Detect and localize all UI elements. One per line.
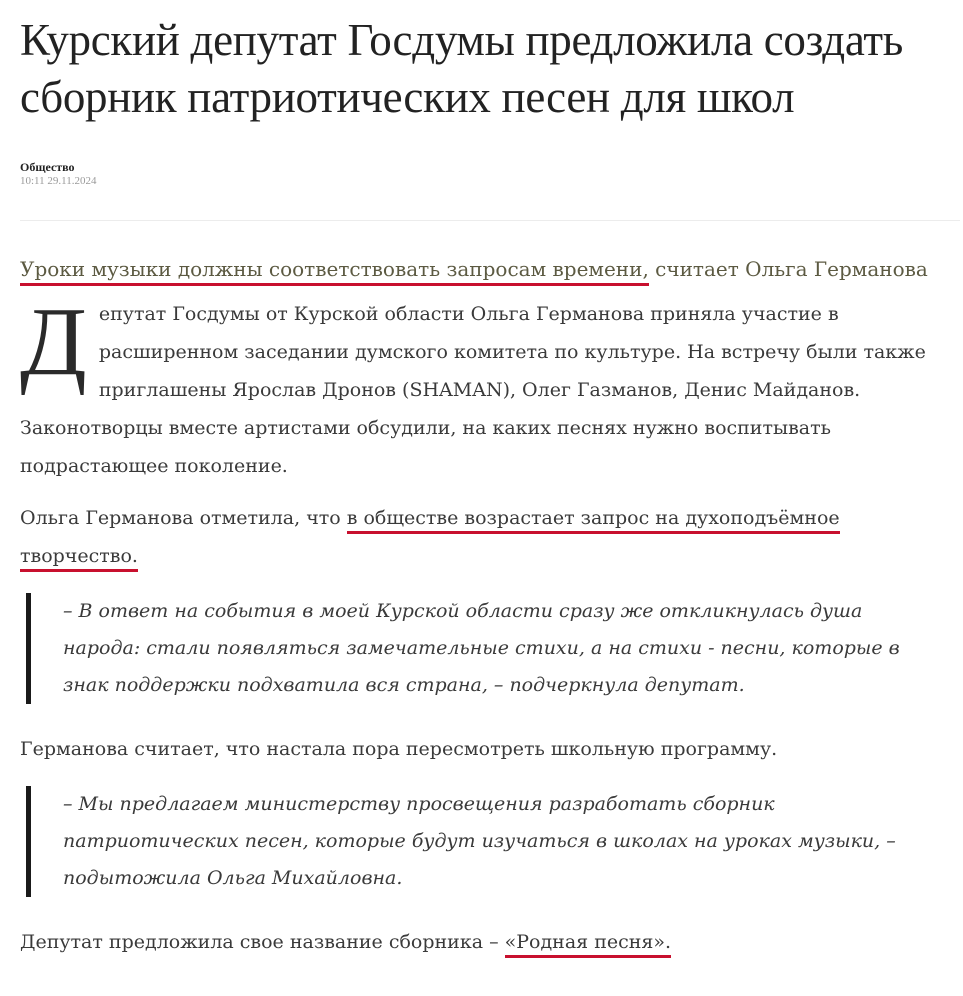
drop-cap: Д	[20, 288, 87, 396]
blockquote-2-text: – Мы предлагаем министерству просвещения разработать сборник патриотических песен, которые будут изучаться в школах на уроках музыки, – подытожила Ольга Михайловна.	[63, 793, 896, 889]
paragraph-2-highlight: в обществе возрастает запрос на духоподъёмное творчество.	[20, 507, 840, 572]
article-headline: Курский депутат Госдумы предложила создать сборник патриотических песен для школ	[20, 15, 903, 122]
article-meta	[20, 160, 960, 188]
category-link[interactable]: Общество	[20, 160, 75, 174]
paragraph-1-text: епутат Госдумы от Курской области Ольга Германова приняла участие в расширенном заседании думского комитета по культуре. На встречу были также приглашены Ярослав Дронов (SHAMAN), Олег Газманов, Денис Майданов. Законотворцы вместе артистами обсудили, на каких песнях нужно воспитывать подрастающее поколение.	[20, 303, 926, 477]
paragraph-4	[20, 923, 960, 961]
paragraph-3: Германова считает, что настала пора пересмотреть школьную программу.	[20, 738, 778, 760]
blockquote-1-text: – В ответ на события в моей Курской области сразу же откликнулась душа народа: стали появляться замечательные стихи, а на стихи - песни, которые в знак поддержки подхватила вся страна, – подчеркнула депутат.	[63, 600, 900, 696]
lead-highlight: Уроки музыки должны соответствовать запросам времени,	[20, 257, 649, 286]
collection-name-link[interactable]: «Родная песня».	[505, 931, 671, 958]
paragraph-4-start: Депутат предложила свое название сборника	[20, 931, 484, 953]
paragraph-2-start: Ольга Германова отметила, что	[20, 507, 347, 529]
paragraph-1	[20, 288, 960, 485]
article	[20, 0, 960, 961]
divider	[20, 220, 960, 221]
blockquote-1	[26, 593, 933, 704]
publish-date: 10:11 29.11.2024	[20, 175, 97, 187]
paragraph-2	[20, 499, 960, 575]
blockquote-2	[26, 786, 933, 897]
article-lead	[20, 255, 960, 283]
paragraph-4-dash: –	[483, 931, 505, 953]
lead-rest: считает Ольга Германова	[648, 257, 928, 281]
